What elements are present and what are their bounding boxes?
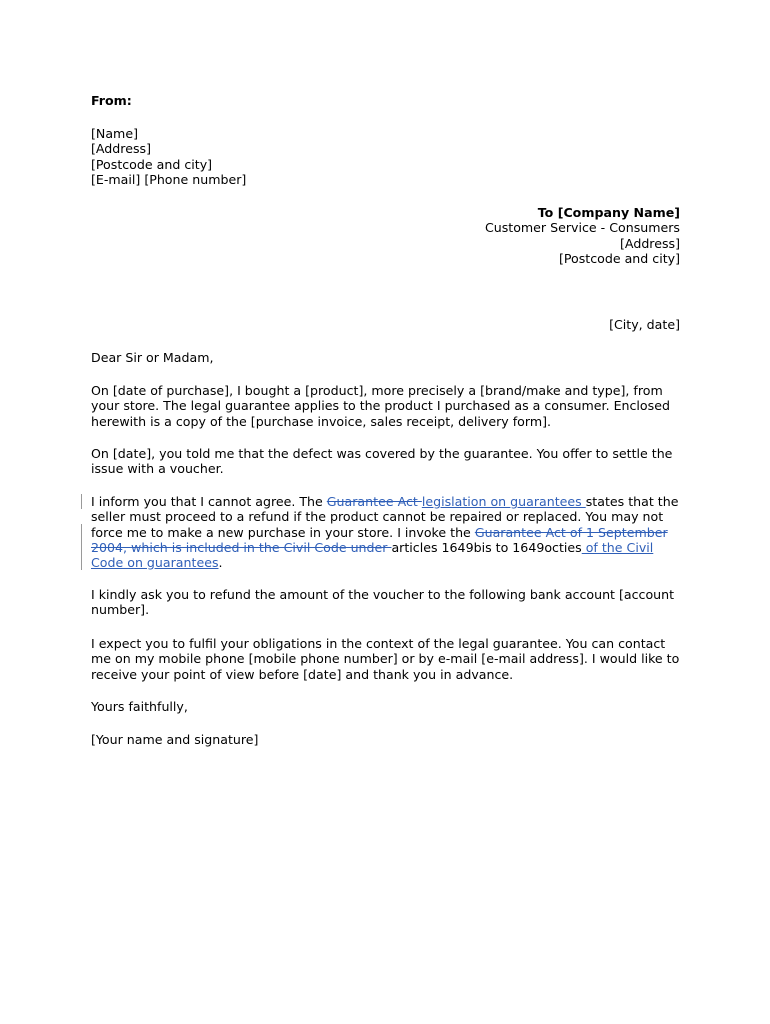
closing-text: Yours faithfully, xyxy=(91,699,188,714)
signature-text: [Your name and signature] xyxy=(91,732,259,747)
paragraph-obligations xyxy=(91,636,680,682)
legal-text: articles 1649bis to 1649octies xyxy=(391,539,582,555)
paragraph-voucher xyxy=(91,446,680,477)
recipient-department: Customer Service - Consumers xyxy=(484,220,680,236)
paragraph-legal xyxy=(91,494,680,570)
sender-address: [Address] xyxy=(91,141,151,157)
closing xyxy=(91,699,680,714)
paragraph-voucher-text: On [date], you told me that the defect was covered by the guarantee. You offer to settle the issue with a voucher. xyxy=(91,446,673,477)
revision-bar xyxy=(81,494,82,509)
paragraph-refund-text: I kindly ask you to refund the amount of the voucher to the following bank account [account number]. xyxy=(91,587,675,618)
recipient-block xyxy=(91,205,680,266)
salutation xyxy=(91,350,680,365)
revision-bar xyxy=(81,524,82,570)
recipient-address: [Address] xyxy=(620,235,680,251)
paragraph-obligations-text: I expect you to fulfil your obligations in the context of the legal guarantee. You can contact me on my mobile phone [mobile phone number] or by e-mail [e-mail address]. I would like to receive your point of view before [date] and thank you in advance. xyxy=(91,636,680,682)
inserted-revision: of the Civil Code on guarantees xyxy=(91,539,654,571)
signature xyxy=(91,732,680,747)
sender-block xyxy=(91,93,680,108)
sender-name: [Name] xyxy=(91,126,138,141)
deleted-revision: Guarantee Act xyxy=(326,494,422,509)
sender-heading: From: xyxy=(91,93,132,108)
sender-contact: [E-mail] [Phone number] xyxy=(91,171,247,187)
legal-text: I inform you that I cannot agree. The xyxy=(91,494,327,509)
deleted-revision: Guarantee Act of 1 September 2004, which is included in the Civil Code under xyxy=(91,524,668,555)
place-date xyxy=(91,317,680,332)
place-date-text: [City, date] xyxy=(609,317,680,332)
legal-text: states that the seller must proceed to a refund if the product cannot be repaired or replaced. You may not force me to make a new purchase in your store. I invoke the xyxy=(91,494,679,540)
paragraph-purchase xyxy=(91,383,680,429)
sender-postcode-city: [Postcode and city] xyxy=(91,156,213,172)
legal-text: . xyxy=(218,555,223,571)
paragraph-purchase-text: On [date of purchase], I bought a [product], more precisely a [brand/make and type], from your store. The legal guarantee applies to the product I purchased as a consumer. Enclosed herewith is a copy of the [purchase invoice, sales receipt, delivery form]. xyxy=(91,383,670,429)
salutation-text: Dear Sir or Madam, xyxy=(91,350,214,365)
recipient-heading: To [Company Name] xyxy=(537,205,680,220)
paragraph-refund xyxy=(91,587,680,618)
inserted-revision: legislation on guarantees xyxy=(421,494,586,509)
recipient-postcode-city: [Postcode and city] xyxy=(558,250,680,266)
paragraph-legal-text xyxy=(91,494,680,570)
sender-details xyxy=(91,126,680,187)
